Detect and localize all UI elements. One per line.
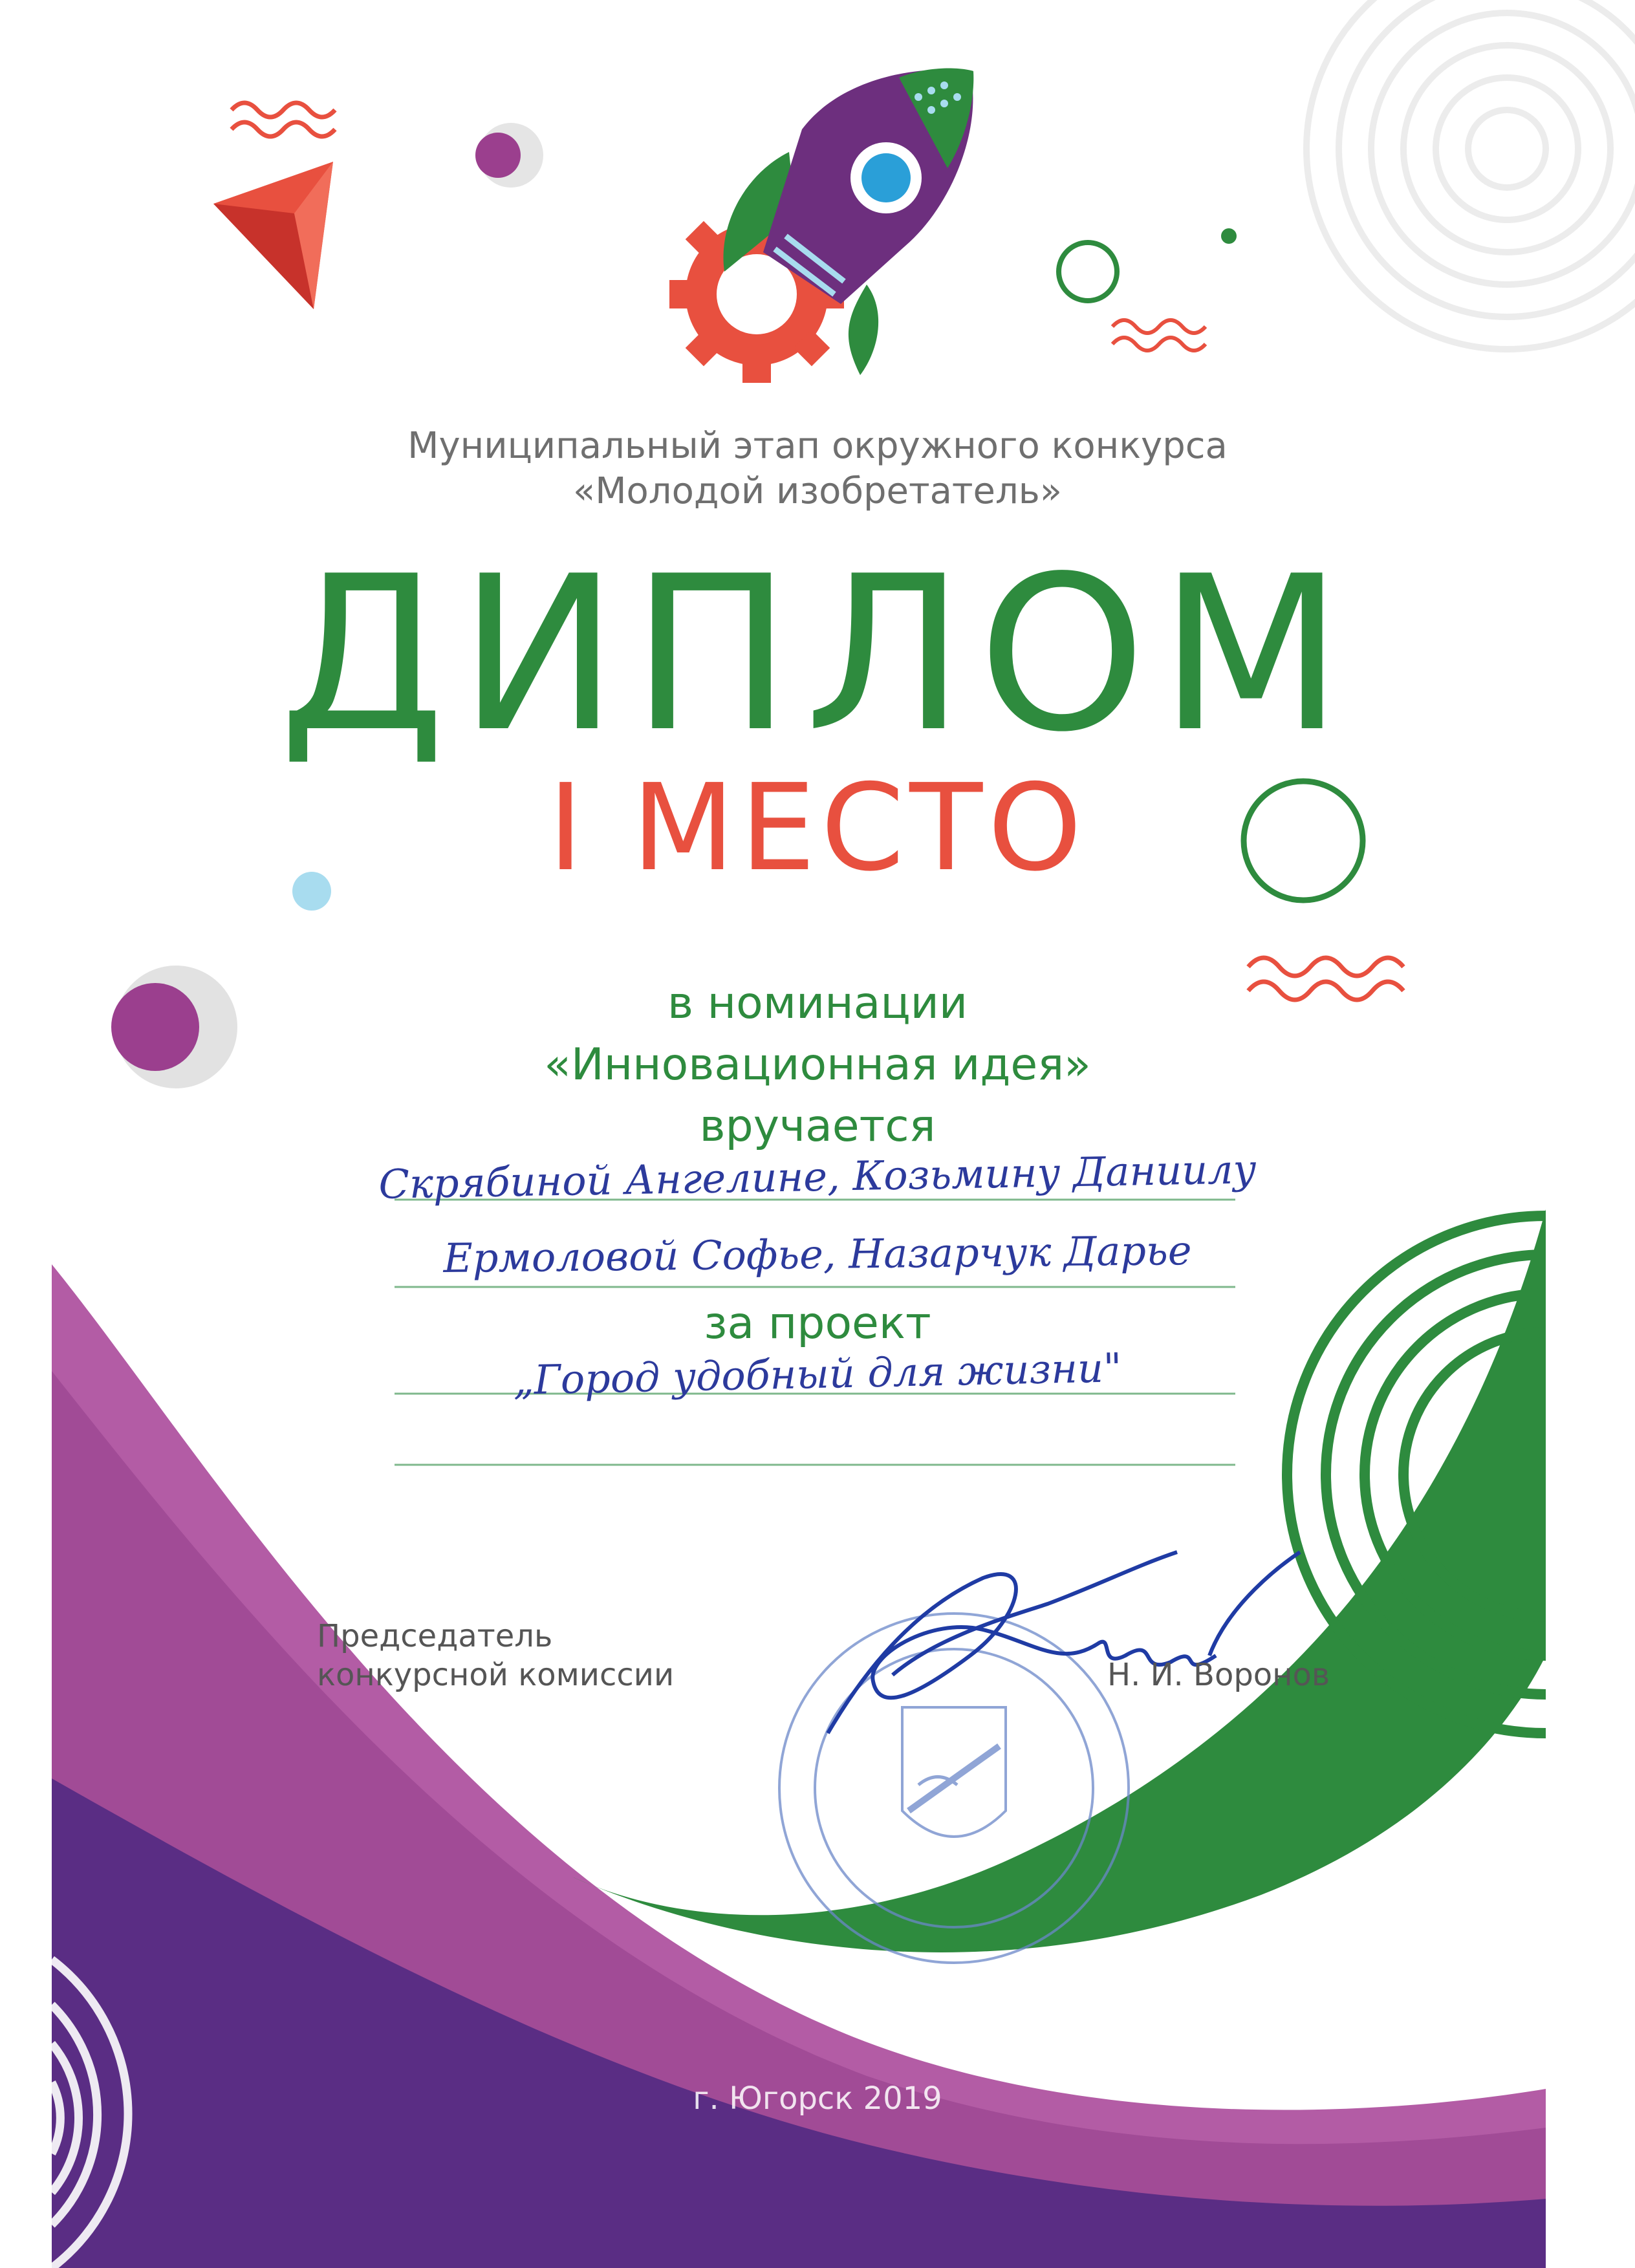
recipients-line1: Скрябиной Ангелине, Козьмину Даниилу	[378, 1145, 1257, 1208]
signature	[828, 1552, 1300, 1733]
awarded-label: вручается	[699, 1101, 936, 1152]
signatory-name: Н. И. Воронов	[1107, 1657, 1330, 1693]
signatory-title-line2: конкурсной комиссии	[317, 1657, 675, 1693]
wave-lines-top-left	[232, 103, 335, 136]
diploma-title: ДИПЛОМ	[279, 530, 1356, 779]
green-ring-small	[1059, 243, 1117, 301]
recipients-line2: Ермоловой Софье, Назарчук Дарье	[443, 1226, 1192, 1282]
green-dot-small	[1221, 228, 1237, 244]
contest-header-line2: «Молодой изобретатель»	[572, 470, 1063, 512]
contest-header-line1: Муниципальный этап окружного конкурса	[407, 425, 1228, 467]
nomination-name: «Инновационная идея»	[544, 1039, 1091, 1090]
project-label: за проект	[704, 1298, 931, 1349]
signatory-title-line1: Председатель	[317, 1618, 553, 1654]
wave-lines-top-right	[1112, 320, 1206, 351]
pyramid-icon	[213, 162, 333, 309]
project-name: „Город удобный для жизни"	[512, 1344, 1123, 1404]
faint-rings-top-right	[1306, 0, 1635, 349]
footer-city-year: г. Югорск 2019	[693, 2080, 942, 2117]
place-label: I МЕСТО	[548, 758, 1087, 898]
nomination-prefix: в номинации	[667, 978, 968, 1029]
